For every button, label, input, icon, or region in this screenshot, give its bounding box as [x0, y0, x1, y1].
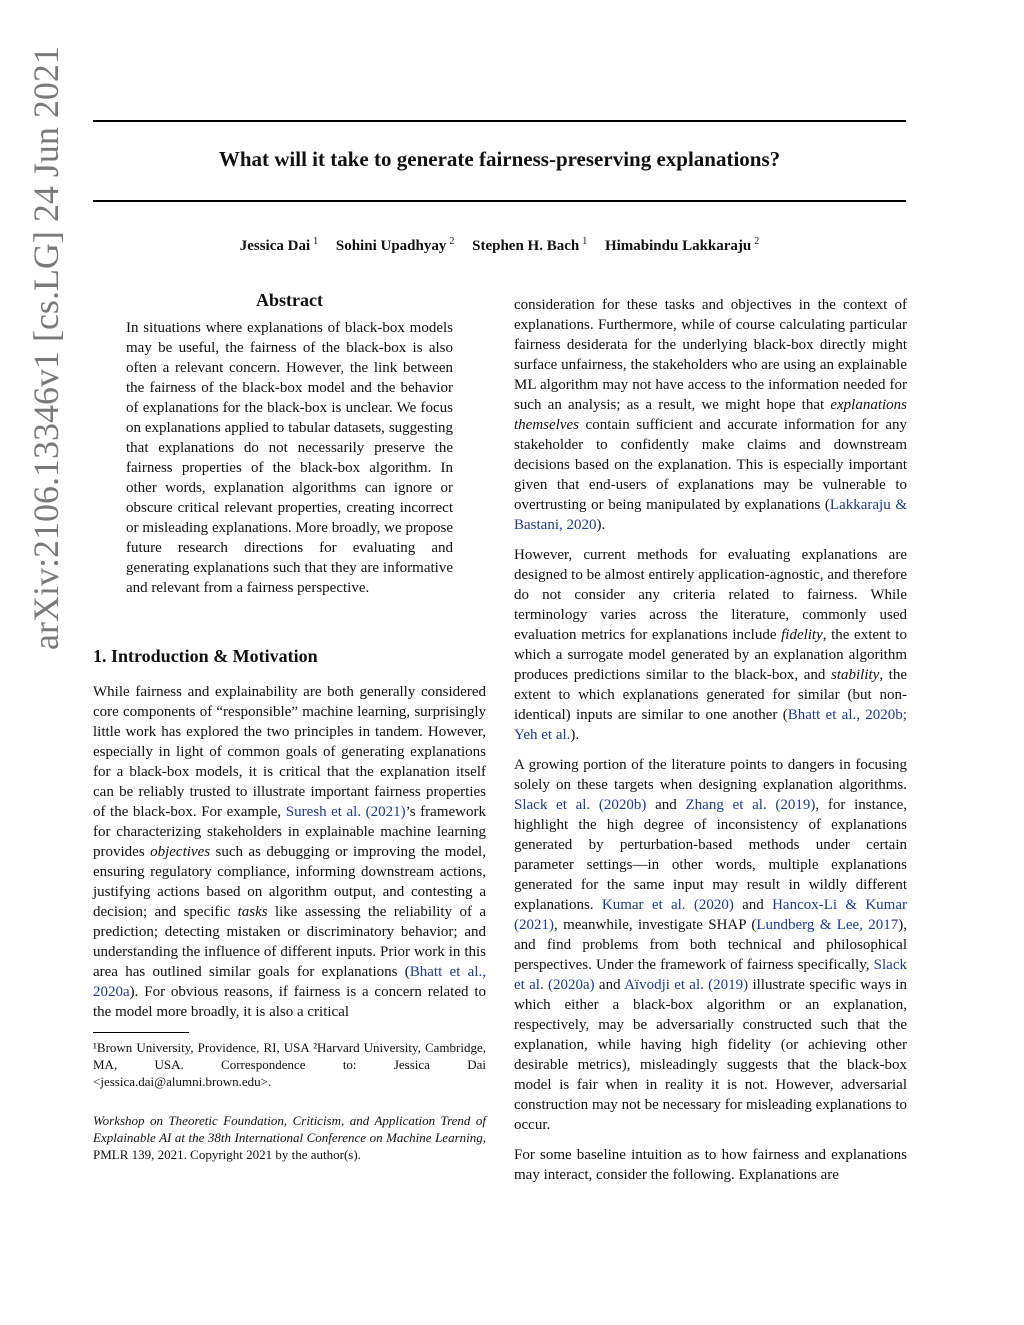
title-rule-bottom — [93, 200, 906, 202]
author: Sohini Upadhyay $^2$ — [335, 236, 455, 254]
affiliation-footnote: ¹Brown University, Providence, RI, USA ²Harvard University, Cambridge, MA, USA. Correspondence to: Jessica Dai <jessica.dai@alumni.brown.edu>. — [93, 1040, 486, 1089]
citation-link[interactable]: Hancox-Li & Kumar (2021) — [514, 897, 907, 933]
citation-link[interactable]: Slack et al. (2020a) — [514, 957, 907, 993]
abstract-heading: Abstract — [256, 290, 323, 310]
citation-link[interactable]: Bhatt et al., 2020a — [93, 964, 486, 1000]
citation-link[interactable]: Zhang et al. (2019) — [685, 797, 816, 813]
venue-note: Workshop on Theoretic Foundation, Criticism, and Application Trend of Explainable AI at the 38th International Conference on Machine Learning, PMLR 139, 2021. Copyright 2021 by the author(s). — [93, 1113, 486, 1162]
arxiv-stamp: arXiv:2106.13346v1 [cs.LG] 24 Jun 2021 — [26, 46, 66, 650]
body-paragraph: For some baseline intuition as to how fairness and explanations may interact, consider the following. Explanations are — [514, 1147, 907, 1183]
section-heading-introduction: 1. Introduction & Motivation — [93, 646, 318, 666]
abstract-text: In situations where explanations of black-box models may be useful, the fairness of the black-box is also often a relevant concern. However, the link between the fairness of the black-box model and the behavior of explanations for the black-box is unclear. We focus on explanations applied to tabular datasets, suggesting that explanations do not necessarily preserve the fairness properties of the black-box algorithm. In other words, explanation algorithms can ignore or obscure critical relevant properties, creating incorrect or misleading explanations. More broadly, we propose future research directions for evaluating and generating explanations such that they are informative and relevant from a fairness perspective. — [126, 320, 453, 596]
left-column — [93, 290, 486, 1163]
citation-link[interactable]: Lakkaraju & Bastani, 2020 — [514, 497, 907, 533]
author: Stephen H. Bach $^1$ — [472, 236, 588, 254]
citation-link[interactable]: Slack et al. (2020b) — [514, 797, 647, 813]
title-rule-top — [93, 120, 906, 122]
citation-link[interactable]: Lundberg & Lee, 2017 — [756, 917, 899, 933]
citation-link[interactable]: Aïvodji et al. (2019) — [624, 977, 749, 993]
author-list — [93, 236, 906, 255]
body-paragraph: A growing portion of the literature points to dangers in focusing solely on these targets when designing explanation algorithms. Slack et al. (2020b) and Zhang et al. (2019), for instance, highlight the high degree of inconsistency of explanations generated by perturbation-based methods under certain parameter settings—in other words, multiple explanations generated for the same input may result in wildly different explanations. Kumar et al. (2020) and Hancox-Li & Kumar (2021), meanwhile, investigate SHAP (Lundberg & Lee, 2017), and find problems from both technical and philosophical perspectives. Under the framework of fairness specifically, Slack et al. (2020a) and Aïvodji et al. (2019) illustrate specific ways in which either a black-box algorithm or an explanation, respectively, may be adversarially constructed such that the explanation, while having high fidelity (or achieving other desirable metrics), misleadingly suggests that the black-box model is fair when in reality it is not. However, adversarial construction may not be necessary for misleading explanations to occur. — [514, 757, 908, 1133]
author: Himabindu Lakkaraju $^2$ — [604, 236, 760, 254]
body-paragraph: However, current methods for evaluating explanations are designed to be almost entirely application-agnostic, and therefore do not consider any criteria related to fairness. While terminology varies across the literature, commonly used evaluation metrics for explanations include fidelity, the extent to which a surrogate model generated by an explanation algorithm produces predictions similar to the black-box, and stability, the extent to which explanations generated for similar (but non-identical) inputs are similar to one another (Bhatt et al., 2020b; Yeh et al.). — [514, 547, 907, 743]
body-paragraph: consideration for these tasks and objectives in the context of explanations. Furthermore, while of course calculating particular fairness desiderata for the underlying black-box directly might surface unfairness, the stakeholders who are using an explainable ML algorithm may not have access to the information needed for such an analysis; as a result, we might hope that explanations themselves contain sufficient and accurate information for any stakeholder to confidently make claims and downstream decisions based on the explanation. This is especially important given that end-users of explanations may be vulnerable to overtrusting or being manipulated by explanations (Lakkaraju & Bastani, 2020). — [514, 297, 907, 533]
author: Jessica Dai $^1$ — [239, 236, 319, 254]
citation-link[interactable]: Bhatt et al., 2020b; Yeh et al. — [514, 707, 907, 743]
footnote-divider — [93, 1032, 189, 1033]
citation-link[interactable]: Suresh et al. (2021) — [285, 804, 406, 820]
intro-paragraph: While fairness and explainability are both generally considered core components of “responsible” machine learning, surprisingly little work has explored the two principles in tandem. However, especially in light of common goals of generating explanations for a black-box models, it is critical that the explanation itself can be reliably trusted to illustrate important fairness properties of the black-box. For example, Suresh et al. (2021)’s framework for characterizing stakeholders in explainable machine learning provides objectives such as debugging or improving the model, ensuring regulatory compliance, informing downstream actions, justifying actions based on algorithm output, and contesting a decision; and specific tasks like assessing the reliability of a prediction; detecting mistaken or discriminatory behavior; and understanding the influence of different inputs. Prior work in this area has outlined similar goals for explanations (Bhatt et al., 2020a). For obvious reasons, if fairness is a concern related to the model more broadly, it is also a critical — [93, 684, 486, 1020]
paper-title: What will it take to generate fairness-preserving explanations? — [218, 147, 781, 171]
right-column — [514, 295, 907, 1195]
citation-link[interactable]: Kumar et al. (2020) — [601, 897, 734, 913]
